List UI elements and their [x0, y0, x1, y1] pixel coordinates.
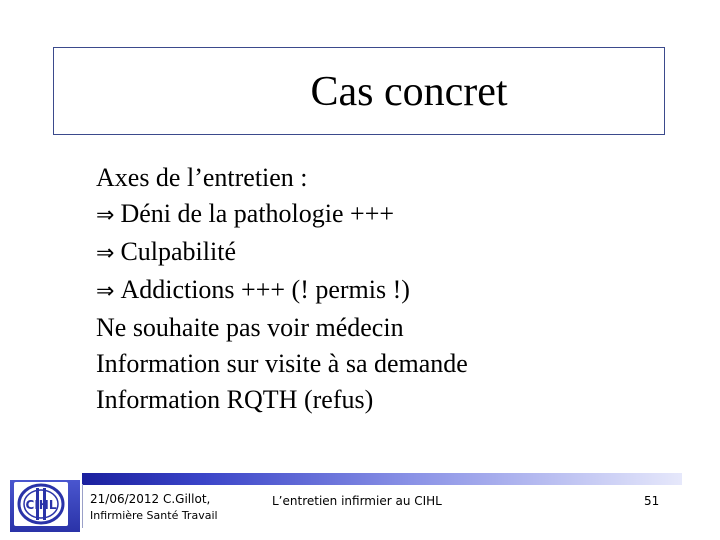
- implies-arrow-icon: ⇒: [96, 241, 115, 266]
- list-item-text: Axes de l’entretien :: [96, 163, 308, 192]
- logo-text: CIHL: [25, 498, 57, 512]
- list-item: [96, 310, 468, 346]
- footer-divider: [82, 484, 83, 528]
- implies-arrow-icon: ⇒: [96, 203, 115, 228]
- content-list: [96, 160, 468, 418]
- list-item-text: Information RQTH (refus): [96, 385, 374, 414]
- footer-gradient-line: [82, 473, 682, 485]
- list-item-text: Ne souhaite pas voir médecin: [96, 313, 404, 342]
- implies-arrow-icon: ⇒: [96, 279, 115, 304]
- footer-role: Infirmière Santé Travail: [90, 509, 218, 522]
- list-item-text: Culpabilité: [120, 237, 236, 266]
- list-item-text: Addictions +++ (! permis !): [120, 275, 410, 304]
- list-item: [96, 234, 468, 272]
- list-item: [96, 160, 468, 196]
- list-item: [96, 382, 468, 418]
- slide-title: Cas concret: [310, 69, 508, 115]
- list-item-text: Déni de la pathologie +++: [120, 199, 395, 228]
- footer-date-author: 21/06/2012 C.Gillot,: [90, 492, 211, 506]
- list-item: [96, 196, 468, 234]
- cihl-logo-icon: [14, 482, 68, 526]
- footer-title: L’entretien infirmier au CIHL: [272, 494, 442, 508]
- footer-author: [90, 492, 218, 522]
- list-item-text: Information sur visite à sa demande: [96, 349, 468, 378]
- list-item: [96, 272, 468, 310]
- list-item: [96, 346, 468, 382]
- page-number: 51: [644, 494, 660, 508]
- title-box: [53, 47, 665, 135]
- cihl-logo: [14, 482, 68, 526]
